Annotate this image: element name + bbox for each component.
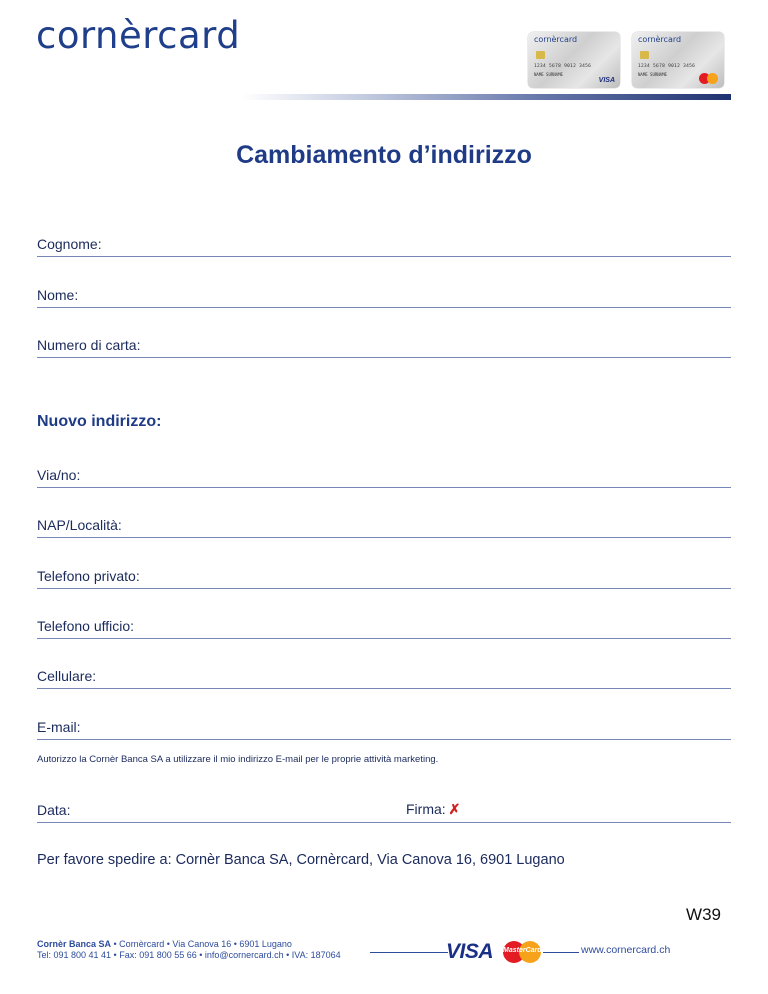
telefono-privato-field[interactable] xyxy=(37,568,731,589)
data-label: Data: xyxy=(37,802,71,818)
card-chip-icon xyxy=(536,51,545,59)
mastercard-logo-icon xyxy=(699,73,719,84)
page-title: Cambiamento d’indirizzo xyxy=(236,141,532,169)
form-code: W39 xyxy=(686,905,721,924)
card-chip-icon xyxy=(640,51,649,59)
visa-card-image xyxy=(528,32,620,88)
cognome-label: Cognome: xyxy=(37,236,102,252)
send-to-address: Per favore spedire a: Cornèr Banca SA, Cornèrcard, Via Canova 16, 6901 Lugano xyxy=(37,852,565,868)
signature-cross-icon: ✗ xyxy=(448,801,461,817)
email-label: E-mail: xyxy=(37,719,81,735)
firma-area[interactable] xyxy=(406,801,460,818)
mastercard-card-image xyxy=(632,32,724,88)
visa-logo: VISA xyxy=(598,77,615,84)
data-firma-field[interactable] xyxy=(37,802,731,823)
cellulare-label: Cellulare: xyxy=(37,668,97,684)
via-field[interactable] xyxy=(37,467,731,488)
mastercard-logo-icon xyxy=(503,941,541,963)
telefono-ufficio-label: Telefono ufficio: xyxy=(37,618,135,634)
footer-address: • Cornèrcard • Via Canova 16 • 6901 Lugano xyxy=(111,939,292,949)
card-number: 1234 5678 9012 3456 xyxy=(638,64,696,69)
numero-carta-label: Numero di carta: xyxy=(37,337,141,353)
footer-company: Cornèr Banca SA xyxy=(37,939,112,949)
header-gradient-line xyxy=(242,94,731,100)
telefono-privato-label: Telefono privato: xyxy=(37,568,140,584)
nome-label: Nome: xyxy=(37,287,79,303)
firma-label: Firma: xyxy=(406,801,446,817)
footer-contact-line: Tel: 091 800 41 41 • Fax: 091 800 55 66 • info@cornercard.ch • IVA: 187064 xyxy=(37,950,341,960)
website-link[interactable]: www.cornercard.ch xyxy=(581,944,671,956)
email-consent-note: Autorizzo la Cornèr Banca SA a utilizzare il mio indirizzo E-mail per le proprie attività marketing. xyxy=(37,754,439,765)
via-label: Via/no: xyxy=(37,467,81,483)
nap-localita-label: NAP/Località: xyxy=(37,517,122,533)
cognome-field[interactable] xyxy=(37,236,731,257)
footer-divider-right xyxy=(543,952,579,953)
footer-address-line xyxy=(37,939,292,949)
card-brand: cornèrcard xyxy=(638,35,682,44)
nap-localita-field[interactable] xyxy=(37,517,731,538)
telefono-ufficio-field[interactable] xyxy=(37,618,731,639)
numero-carta-field[interactable] xyxy=(37,337,731,358)
card-brand: cornèrcard xyxy=(534,35,578,44)
mastercard-label: MasterCard xyxy=(503,947,542,954)
nome-field[interactable] xyxy=(37,287,731,308)
card-holder: NAME SURNAME xyxy=(638,72,667,77)
visa-logo: VISA xyxy=(446,940,494,963)
card-holder: NAME SURNAME xyxy=(534,72,563,77)
footer-divider-left xyxy=(370,952,448,953)
email-field[interactable] xyxy=(37,719,731,740)
cornercard-logo: cornèrcard xyxy=(36,14,241,57)
cellulare-field[interactable] xyxy=(37,668,731,689)
nuovo-indirizzo-heading: Nuovo indirizzo: xyxy=(37,413,162,430)
card-number: 1234 5678 9012 3456 xyxy=(534,64,592,69)
